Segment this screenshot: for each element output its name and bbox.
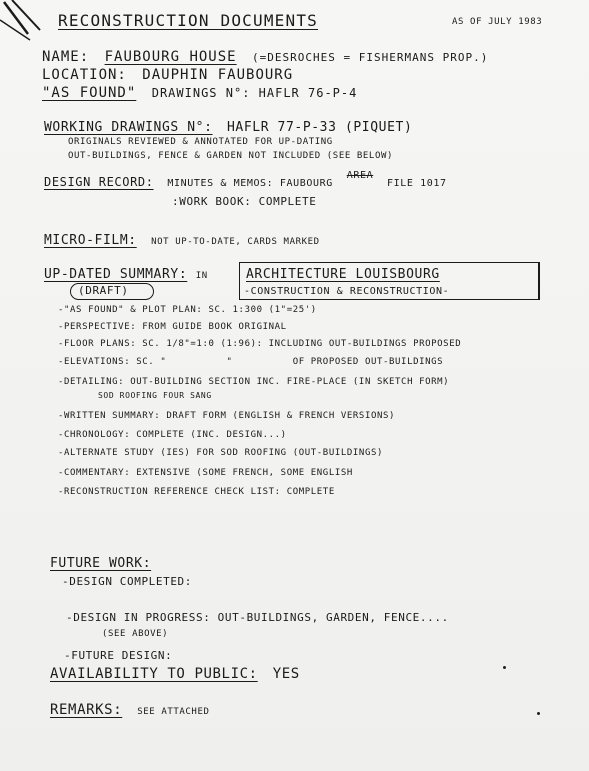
summary-item: -RECONSTRUCTION REFERENCE CHECK LIST: COMPLETE — [58, 487, 335, 497]
future-design: -FUTURE DESIGN: — [64, 649, 173, 662]
design-record-struck: AREA — [346, 170, 374, 181]
working-drawings-line — [44, 121, 412, 134]
summary-in-word: IN — [195, 271, 208, 281]
as-found-text: DRAWINGS N°: HAFLR 76-P-4 — [151, 86, 358, 100]
availability-label: AVAILABILITY TO PUBLIC: — [50, 666, 258, 682]
work-book-line: :WORK BOOK: COMPLETE — [172, 195, 317, 208]
design-record-line — [44, 170, 447, 189]
box-subtitle: -CONSTRUCTION & RECONSTRUCTION- — [244, 286, 450, 297]
summary-item: -COMMENTARY: EXTENSIVE (SOME FRENCH, SOME ENGLISH — [58, 468, 353, 478]
design-in-progress: -DESIGN IN PROGRESS: OUT-BUILDINGS, GARDEN, FENCE.... — [66, 611, 449, 624]
location-value: DAUPHIN FAUBOURG — [142, 67, 294, 83]
microfilm-line — [44, 234, 320, 247]
remarks-label: REMARKS: — [50, 702, 123, 718]
summary-item: -WRITTEN SUMMARY: DRAFT FORM (ENGLISH & FRENCH VERSIONS) — [58, 411, 396, 421]
location-label: LOCATION: — [42, 67, 127, 83]
design-record-file: FILE 1017 — [387, 178, 447, 189]
document-title: RECONSTRUCTION DOCUMENTS — [58, 11, 318, 30]
design-record-label: DESIGN RECORD: — [44, 175, 154, 189]
summary-item: -ALTERNATE STUDY (IES) FOR SOD ROOFING (OUT-BUILDINGS) — [58, 448, 383, 458]
summary-label: UP-DATED SUMMARY: — [44, 267, 188, 282]
ink-dot — [503, 666, 506, 669]
summary-item-continued: SOD ROOFING FOUR SANG — [98, 391, 212, 400]
ink-dot — [537, 712, 540, 715]
name-note: (=DESROCHES = FISHERMANS PROP.) — [252, 51, 489, 64]
working-note-2: OUT-BUILDINGS, FENCE & GARDEN NOT INCLUDED (SEE BELOW) — [68, 151, 393, 161]
remarks-value: SEE ATTACHED — [137, 707, 210, 717]
location-line — [42, 68, 293, 82]
design-completed: -DESIGN COMPLETED: — [62, 575, 193, 588]
working-value: HAFLR 77-P-33 (PIQUET) — [226, 120, 413, 135]
working-note-1: ORIGINALS REVIEWED & ANNOTATED FOR UP-DATING — [68, 137, 333, 147]
working-label: WORKING DRAWINGS N°: — [44, 120, 213, 135]
summary-draft: (DRAFT) — [78, 284, 129, 297]
microfilm-value: NOT UP-TO-DATE, CARDS MARKED — [151, 237, 320, 247]
summary-item: -PERSPECTIVE: FROM GUIDE BOOK ORIGINAL — [58, 322, 287, 332]
remarks-line — [50, 703, 210, 717]
summary-line — [44, 268, 208, 281]
name-line — [42, 50, 488, 64]
as-found-label: "AS FOUND" — [42, 85, 137, 101]
summary-item: -CHRONOLOGY: COMPLETE (INC. DESIGN...) — [58, 430, 287, 440]
microfilm-label: MICRO-FILM: — [44, 233, 137, 248]
design-record-value: MINUTES & MEMOS: FAUBOURG — [167, 178, 333, 189]
summary-item: -"AS FOUND" & PLOT PLAN: SC. 1:300 (1"=25') — [58, 305, 317, 315]
summary-item: -FLOOR PLANS: SC. 1/8"=1:0 (1:96): INCLUDING OUT-BUILDINGS PROPOSED — [58, 339, 462, 349]
summary-item: -ELEVATIONS: SC. " " OF PROPOSED OUT-BUILDINGS — [58, 357, 444, 367]
see-above-note: (SEE ABOVE) — [102, 629, 169, 639]
name-value: FAUBOURG HOUSE — [104, 49, 237, 65]
name-label: NAME: — [42, 49, 90, 65]
summary-item: -DETAILING: OUT-BUILDING SECTION INC. FIRE-PLACE (IN SKETCH FORM) — [58, 377, 450, 387]
date-label: AS OF JULY 1983 — [452, 17, 543, 27]
future-work-label: FUTURE WORK: — [50, 556, 152, 571]
box-title: ARCHITECTURE LOUISBOURG — [246, 267, 440, 282]
availability-value: YES — [272, 666, 300, 682]
as-found-line — [42, 86, 357, 100]
availability-line — [50, 667, 300, 681]
